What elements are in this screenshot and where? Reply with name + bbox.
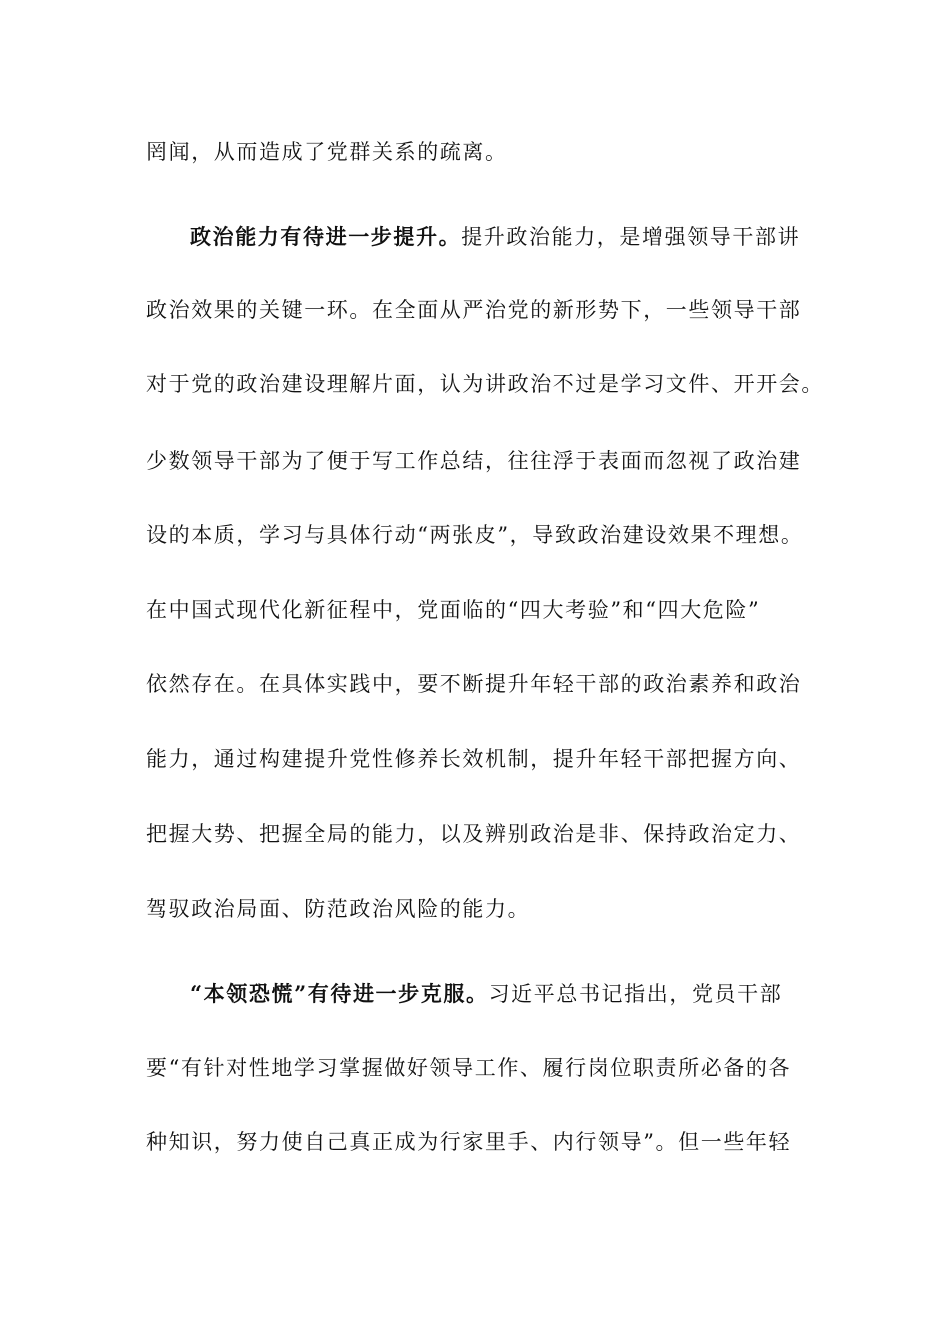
paragraph-line: 依然存在。在具体实践中，要不断提升年轻干部的政治素养和政治 <box>146 672 802 696</box>
paragraph-line <box>190 223 800 251</box>
paragraph-line: 种知识，努力使自己真正成为行家里手、内行领导”。但一些年轻 <box>146 1130 792 1154</box>
paragraph-line: 要“有针对性地学习掌握做好领导工作、履行岗位职责所必备的各 <box>146 1056 792 1080</box>
paragraph-line <box>190 980 782 1008</box>
paragraph-line: 政治效果的关键一环。在全面从严治党的新形势下，一些领导干部 <box>146 298 802 322</box>
paragraph-line: 在中国式现代化新征程中，党面临的“四大考验”和“四大危险” <box>146 598 761 622</box>
paragraph-heading: “本领恐慌”有待进一步克服。 <box>190 981 489 1006</box>
paragraph-text: 提升政治能力，是增强领导干部讲 <box>461 225 801 249</box>
paragraph-line: 驾驭政治局面、防范政治风险的能力。 <box>146 897 531 921</box>
paragraph-line: 罔闻，从而造成了党群关系的疏离。 <box>146 140 508 164</box>
paragraph-line: 设的本质，学习与具体行动“两张皮”，导致政治建设效果不理想。 <box>146 523 804 547</box>
paragraph-line: 能力，通过构建提升党性修养长效机制，提升年轻干部把握方向、 <box>146 747 802 771</box>
paragraph-line: 把握大势、把握全局的能力，以及辨别政治是非、保持政治定力、 <box>146 822 802 846</box>
paragraph-heading: 政治能力有待进一步提升。 <box>190 224 462 249</box>
paragraph-text: 习近平总书记指出，党员干部 <box>488 982 783 1006</box>
paragraph-line: 少数领导干部为了便于写工作总结，往往浮于表面而忽视了政治建 <box>146 449 802 473</box>
paragraph-line: 对于党的政治建设理解片面，认为讲政治不过是学习文件、开开会。 <box>146 372 824 396</box>
